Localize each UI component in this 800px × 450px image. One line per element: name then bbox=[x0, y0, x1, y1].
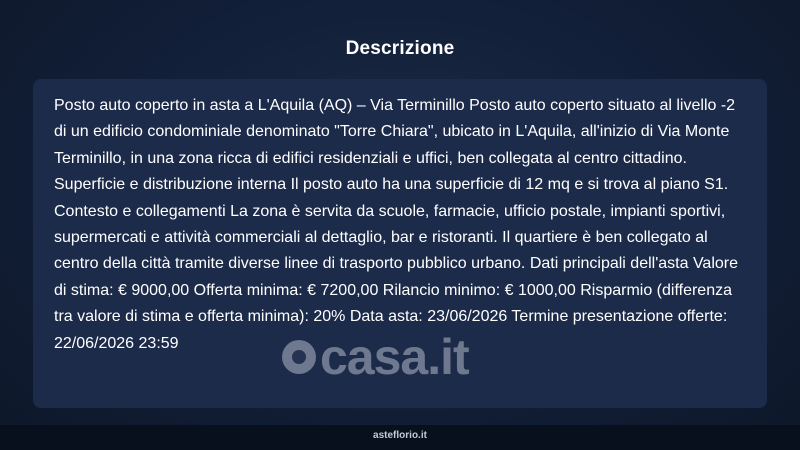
description-card bbox=[33, 79, 767, 408]
footer-site-label: asteflorio.it bbox=[373, 430, 427, 441]
watermark-text: casa.it bbox=[320, 329, 469, 385]
description-text: Posto auto coperto in asta a L'Aquila (AQ) – Via Terminillo Posto auto coperto situato al livello -2 di un edificio condominiale denominato "Torre Chiara", ubicato in L'Aquila, all'inizio di Via Monte Terminillo, in una zona ricca di edifici residenziali e uffici, ben collegata al centro cittadino. Superficie e distribuzione interna Il posto auto ha una superficie di 12 mq e si trova al piano S1. Contesto e collegamenti La zona è servita da scuole, farmacie, ufficio postale, impianti sportivi, supermercati e attività commerciali al dettaglio, bar e ristoranti. Il quartiere è ben collegato al centro della città tramite diverse linee di trasporto pubblico urbano. Dati principali dell'asta Valore di stima: € 9000,00 Offerta minima: € 7200,00 Rilancio minimo: € 1000,00 Risparmio (differenza tra valore di stima e offerta minima): 20% Data asta: 23/06/2026 Termine presentazione offerte: 22/06/2026 23:59 bbox=[54, 97, 739, 352]
section-title: Descrizione bbox=[345, 38, 455, 59]
footer bbox=[0, 425, 800, 450]
